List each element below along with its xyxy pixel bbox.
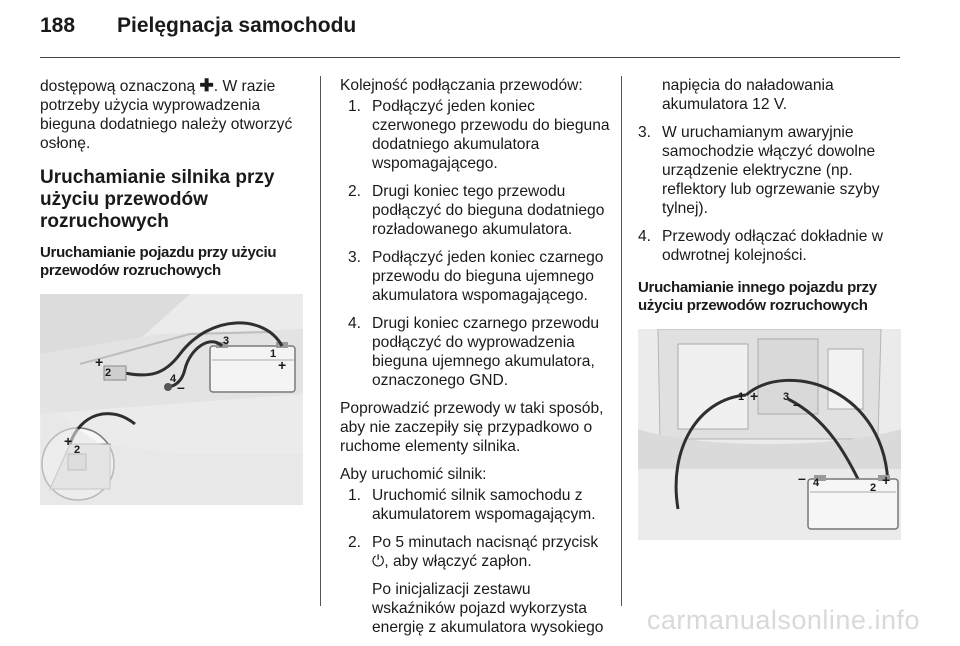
subsection-heading: Uruchamianie innego pojazdu przy użyciu przewodów rozruchowych [638,279,877,314]
svg-text:–: – [177,379,185,395]
svg-text:–: – [793,396,801,412]
svg-text:2: 2 [74,444,81,456]
plus-icon: ✚ [199,76,214,95]
watermark: carmanualsonline.info [646,605,920,635]
section-heading: Uruchamianie silnika przy użyciu przewodów rozruchowych [40,167,275,232]
power-icon: ⏻ [372,553,385,570]
column-3 [638,76,902,540]
svg-text:2: 2 [105,367,112,379]
continuation-text: napięcia do naładowania akumulatora 12 V. [662,77,834,113]
list-item: 4. Przewody odłączać dokładnie w odwrotnej kolejności. [638,228,884,264]
list-item: 3. Podłączyć jeden koniec czarnego przewodu do bieguna ujemnego akumulatora wspomagającego. [348,249,604,304]
list-item: 2. Po 5 minutach nacisnąć przycisk ⏻, aby włączyć zapłon. [348,534,599,570]
routing-paragraph: Poprowadzić przewody w taki sposób, aby nie zaczepiły się przypadkowo o ruchome elementy silnika. [340,400,604,455]
page-number: 188 [40,14,76,37]
intro-paragraph: dostępową oznaczoną ✚. W razie potrzeby użycia wyprowadzenia bieguna dodatniego należy otworzyć osłonę. [40,76,293,152]
svg-text:–: – [798,470,806,486]
svg-text:+: + [64,433,73,449]
list-item: 2. Drugi koniec tego przewodu podłączyć do bieguna dodatniego rozładowanego akumulatora. [348,183,605,238]
column-1 [40,76,308,505]
svg-text:4: 4 [170,373,177,385]
svg-text:1: 1 [738,391,745,403]
svg-text:3: 3 [783,391,790,403]
svg-text:3: 3 [223,335,230,347]
svg-text:4: 4 [813,477,820,489]
column-divider-2 [621,76,622,606]
start-intro: Aby uruchomić silnik: [340,466,487,483]
jump-start-figure-2 [638,329,901,540]
column-divider-1 [320,76,321,606]
list-item: 1. Uruchomić silnik samochodu z akumulatorem wspomagającym. [348,487,596,523]
list-item: 4. Drugi koniec czarnego przewodu podłączyć do wyprowadzenia bieguna ujemnego akumulatora, oznaczonego GND. [348,315,600,389]
connection-order-intro: Kolejność podłączania przewodów: [340,77,583,94]
svg-text:+: + [750,388,759,404]
list-item: 3. W uruchamianym awaryjnie samochodzie włączyć dowolne urządzenie elektryczne (np. reflektory lub ogrzewanie szyby tylnej). [638,124,880,217]
svg-text:2: 2 [870,482,877,494]
start-steps-list [340,486,610,571]
header-rule [40,57,900,58]
continuation-text: Po inicjalizacji zestawu wskaźników pojazd wykorzysta energię z akumulatora wysokiego [372,581,604,636]
column-2 [340,76,610,646]
subsection-heading: Uruchamianie pojazdu przy użyciu przewodów rozruchowych [40,244,277,279]
svg-text:+: + [278,357,287,373]
jump-start-figure-1 [40,294,303,505]
start-steps-list-cont [638,123,902,265]
page-title: Pielęgnacja samochodu [117,14,357,37]
list-item: 1. Podłączyć jeden koniec czerwonego przewodu do bieguna dodatniego akumulatora wspomagającego. [348,98,610,172]
svg-text:+: + [95,354,104,370]
connection-steps-list [340,97,610,390]
svg-text:1: 1 [270,348,277,360]
svg-text:+: + [882,472,891,488]
